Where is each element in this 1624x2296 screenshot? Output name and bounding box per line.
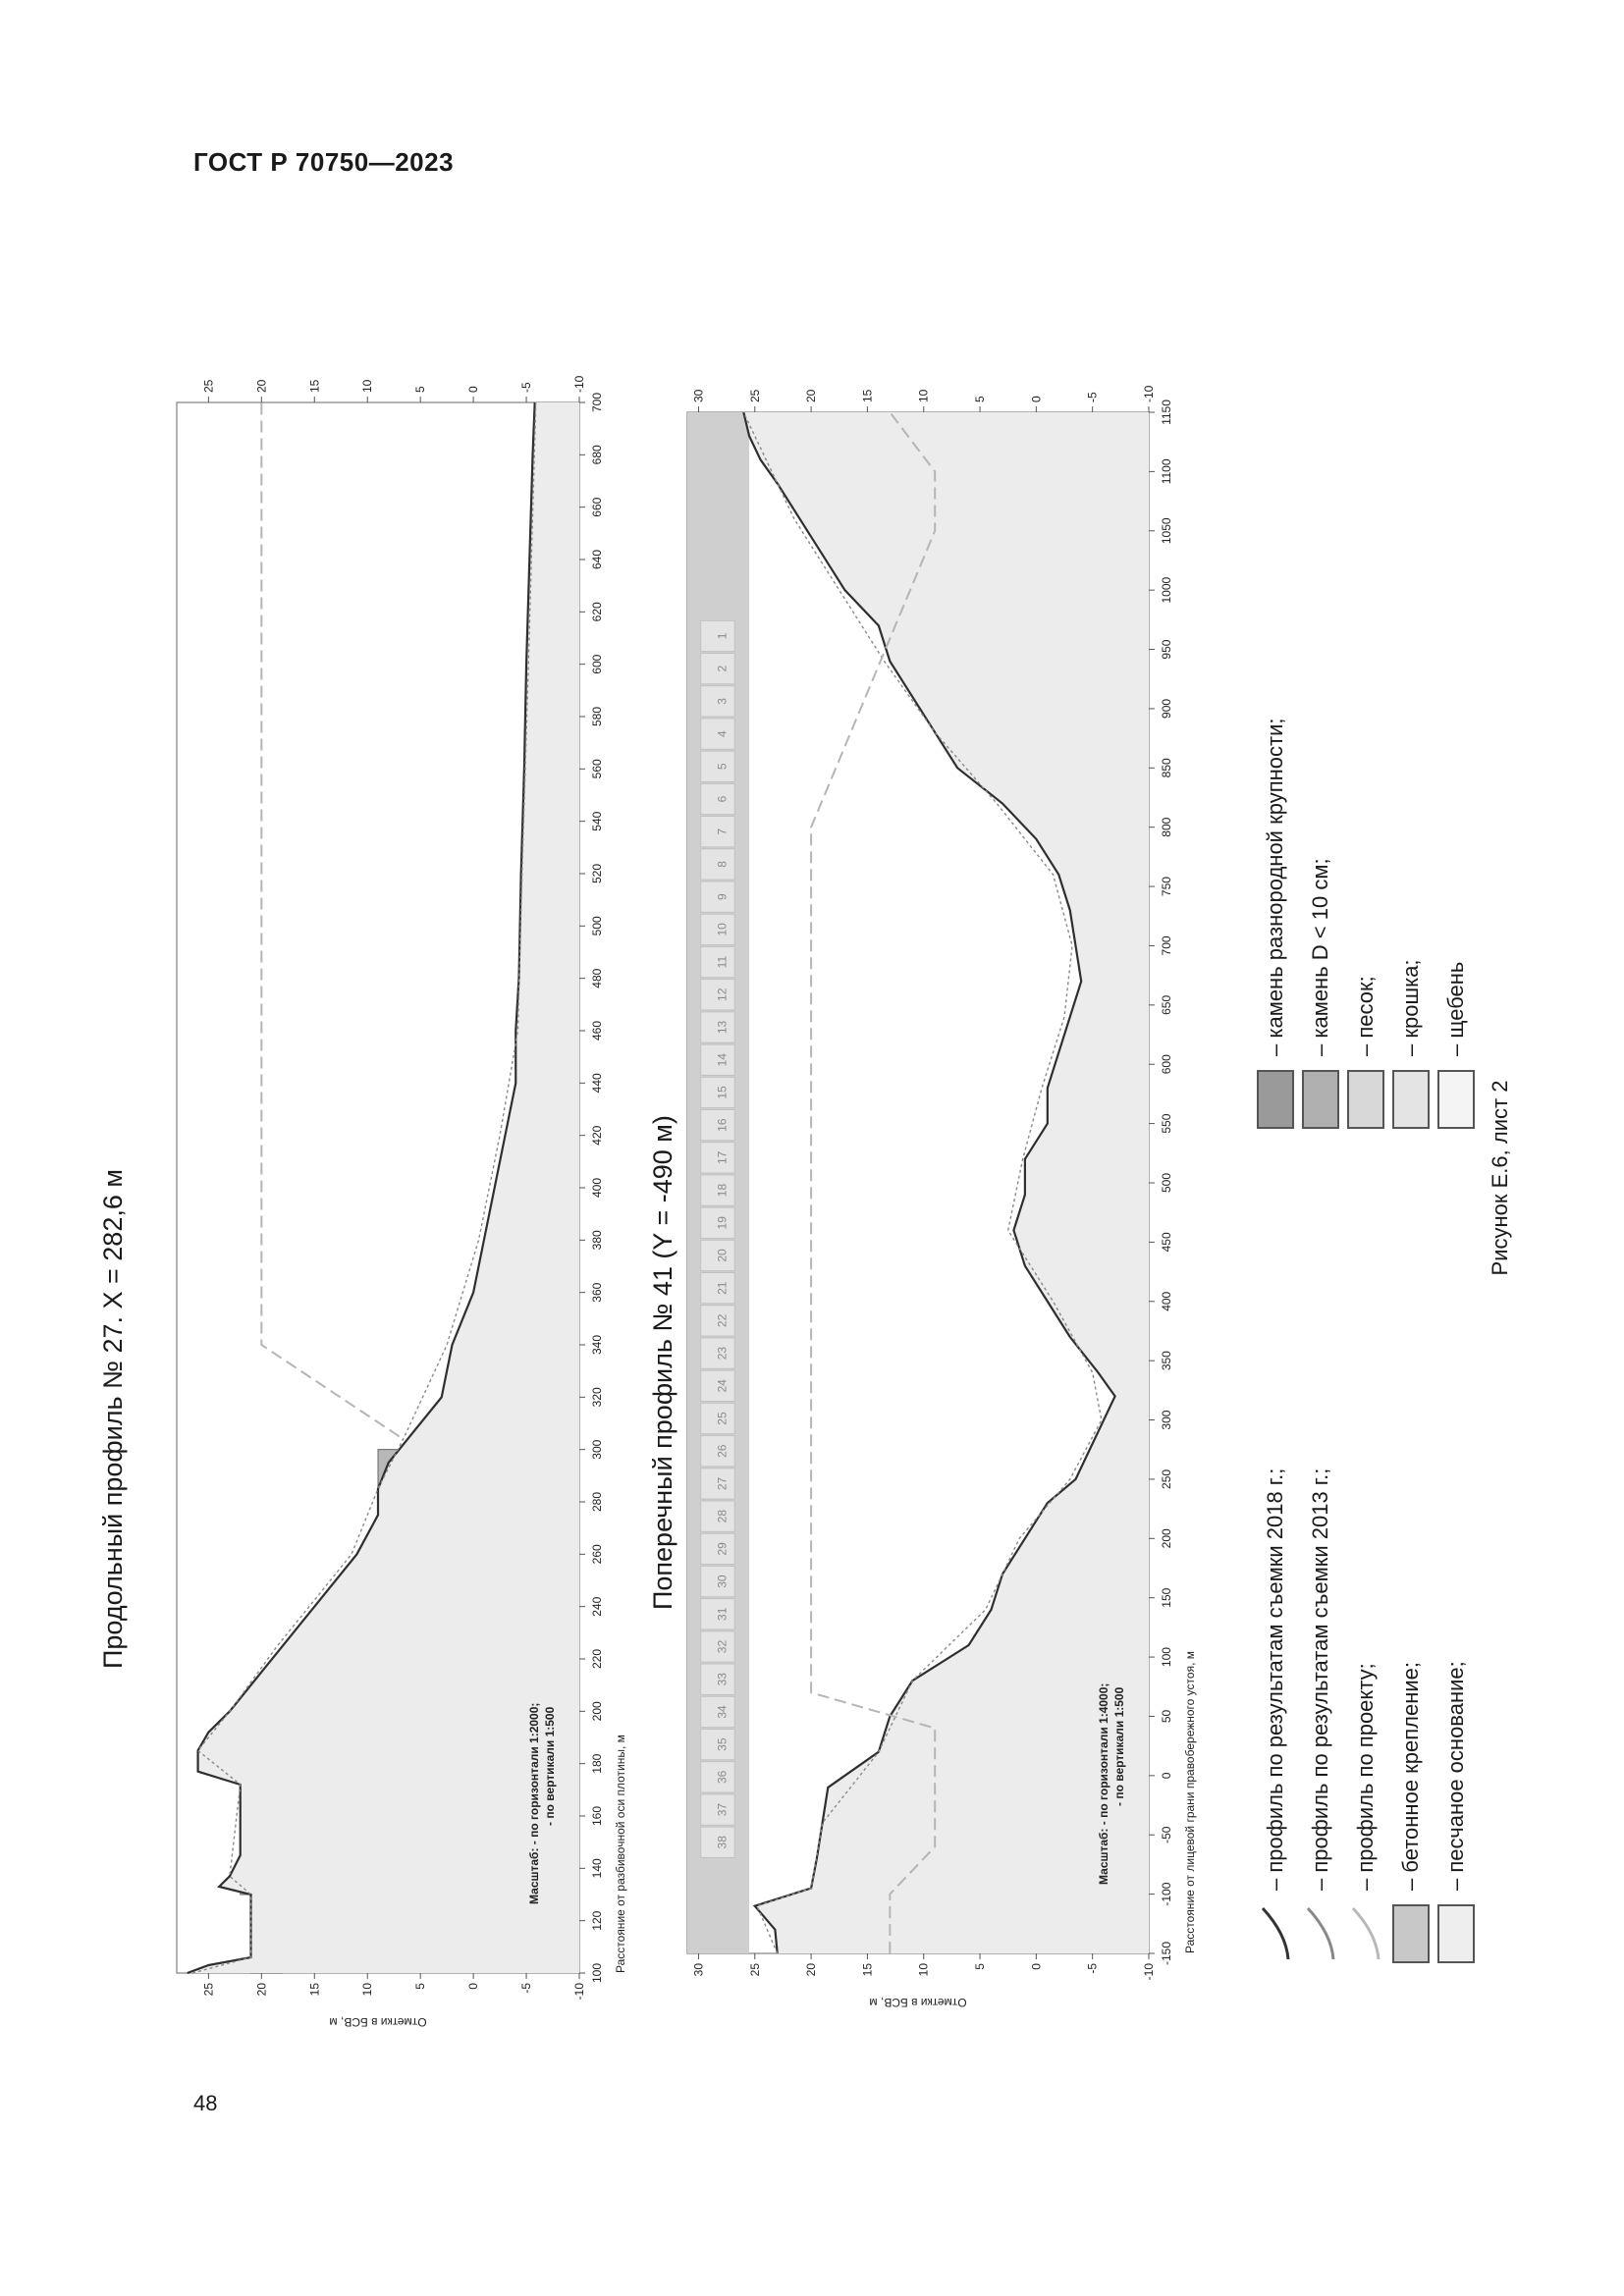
x-tick-label: 50 (1160, 1709, 1173, 1724)
y-tick-label-right: -10 (1142, 385, 1156, 402)
scale-note-line-1: Масштаб: - по горизонтали 1:2000; (527, 1702, 541, 1904)
rotated-figure-area (98, 314, 1512, 2042)
legend-item (1302, 1468, 1339, 1963)
x-tick-label: 440 (590, 1073, 604, 1094)
y-tick-label: 10 (916, 1963, 931, 1977)
pier-label: 30 (715, 1575, 730, 1588)
x-tick-label: 380 (590, 1230, 604, 1251)
legend-swatch (1257, 1070, 1294, 1129)
chart-1-title: Продольный профиль № 27. X = 282,6 м (98, 1169, 128, 1669)
legend-label: – песок; (1353, 976, 1378, 1056)
y-tick-label: 0 (466, 1983, 481, 1990)
y-tick-label: 5 (413, 1983, 428, 1990)
x-tick-label: 140 (590, 1858, 604, 1879)
x-tick-label: 500 (590, 916, 604, 936)
y-tick-label: 10 (360, 1983, 375, 1997)
pier-label: 2 (715, 665, 730, 672)
pier-label: 18 (715, 1183, 730, 1198)
pier-label: 10 (715, 923, 730, 936)
y-tick-label-right: 15 (860, 389, 875, 402)
x-tick-label: -100 (1160, 1882, 1173, 1906)
legend-item (1392, 959, 1430, 1129)
y-axis-label: Отметки в БСВ, м (869, 1996, 967, 2009)
scale-note-line-1: Масштаб: - по горизонтали 1:4000; (1097, 1682, 1110, 1885)
pier-label: 33 (715, 1673, 730, 1686)
pier-label: 7 (715, 828, 730, 835)
page-number: 48 (193, 2091, 218, 2115)
x-tick-label: 680 (590, 445, 604, 465)
x-tick-label: 180 (590, 1753, 604, 1774)
x-axis-label: Расстояние от разбивочной оси плотины, м (614, 1735, 627, 1973)
pier-label: 12 (715, 988, 730, 1001)
legend-item (1437, 962, 1475, 1129)
y-tick-label-right: 25 (201, 379, 216, 393)
x-tick-label: 350 (1160, 1351, 1173, 1371)
y-tick-label: -10 (572, 1983, 586, 2001)
legend-swatch (1302, 1904, 1339, 1963)
pier-label: 27 (715, 1476, 730, 1491)
x-tick-label: 620 (590, 602, 604, 622)
y-tick-label-right: 20 (804, 389, 819, 402)
x-tick-label: 0 (1160, 1772, 1173, 1780)
pier-label: 17 (715, 1150, 730, 1165)
legend-item (1437, 1661, 1475, 1963)
y-tick-label: 0 (1029, 1963, 1044, 1970)
x-tick-label: 660 (590, 497, 604, 517)
x-tick-label: 150 (1160, 1587, 1173, 1608)
y-tick-label: 15 (307, 1983, 322, 1997)
legend-swatch (1302, 1070, 1339, 1129)
figure-caption: Рисунок Е.6, лист 2 (1488, 1080, 1512, 1276)
pier-label: 4 (715, 730, 730, 737)
x-tick-label: 200 (1160, 1528, 1173, 1549)
chart-2-title: Поперечный профиль № 41 (Y = -490 м) (648, 1115, 677, 1610)
pier-label: 13 (715, 1020, 730, 1035)
legend-item (1347, 976, 1384, 1129)
x-tick-label: 320 (590, 1387, 604, 1408)
y-tick-label: -10 (1142, 1963, 1156, 1981)
pier-label: 29 (715, 1542, 730, 1556)
x-tick-label: 520 (590, 863, 604, 884)
y-tick-label: 25 (201, 1983, 216, 1997)
x-tick-label: 160 (590, 1805, 604, 1827)
x-tick-label: 640 (590, 549, 604, 570)
y-axis-label: Отметки в БСВ, м (329, 2015, 427, 2029)
x-tick-label: 650 (1160, 994, 1173, 1015)
pier-label: 16 (715, 1118, 730, 1132)
legend-label: – профиль по проекту; (1353, 1663, 1378, 1891)
pier-label: 3 (715, 698, 730, 705)
legend-label: – песчаное основание; (1443, 1661, 1468, 1891)
document-header: ГОСТ Р 70750—2023 (193, 147, 455, 177)
x-tick-label: 280 (590, 1491, 604, 1513)
x-tick-label: 500 (1160, 1172, 1173, 1194)
legend-label: – камень D < 10 см; (1308, 858, 1332, 1056)
legend-item (1257, 1468, 1294, 1963)
pier-label: 9 (715, 893, 730, 900)
pier-label: 31 (715, 1607, 730, 1621)
x-tick-label: 550 (1160, 1113, 1173, 1134)
y-tick-label: 15 (860, 1963, 875, 1977)
x-tick-label: 750 (1160, 877, 1173, 897)
y-tick-label-right: 10 (360, 379, 375, 393)
chart-longitudinal-profile (137, 314, 648, 2042)
y-tick-label-right: 10 (916, 389, 931, 402)
x-tick-label: 250 (1160, 1468, 1173, 1489)
legend-swatch (1392, 1904, 1430, 1963)
legend (1257, 314, 1483, 2042)
x-tick-label: 1000 (1160, 576, 1173, 604)
x-tick-label: 200 (590, 1701, 604, 1722)
x-tick-label: 100 (1160, 1647, 1173, 1668)
x-tick-label: 300 (590, 1439, 604, 1460)
x-tick-label: 1100 (1160, 458, 1173, 485)
legend-label: – щебень (1443, 961, 1468, 1056)
y-tick-label-right: 0 (1029, 396, 1044, 402)
x-tick-label: 240 (590, 1596, 604, 1617)
legend-swatch (1437, 1070, 1475, 1129)
legend-swatch (1347, 1070, 1384, 1129)
x-tick-label: 700 (590, 392, 604, 413)
y-tick-label-right: 5 (413, 386, 428, 393)
pier-label: 20 (715, 1249, 730, 1262)
x-tick-label: 400 (590, 1177, 604, 1199)
legend-swatch (1437, 1904, 1475, 1963)
pier-label: 32 (715, 1639, 730, 1654)
legend-label: – профиль по результатам съемки 2013 г.; (1308, 1468, 1332, 1891)
pier-label: 25 (715, 1412, 730, 1425)
pier-label: 21 (715, 1281, 730, 1295)
y-tick-label: 5 (973, 1963, 988, 1970)
x-tick-label: 950 (1160, 639, 1173, 660)
pier-label: 35 (715, 1737, 730, 1751)
legend-swatch (1257, 1904, 1294, 1963)
pier-label: 6 (715, 795, 730, 803)
chart-cross-profile (628, 314, 1237, 2042)
legend-item (1302, 858, 1339, 1129)
y-tick-label-right: 30 (691, 389, 706, 402)
y-tick-label-right: 20 (254, 379, 269, 393)
y-tick-label: 20 (804, 1963, 819, 1977)
x-tick-label: 450 (1160, 1232, 1173, 1253)
legend-swatch (1392, 1070, 1430, 1129)
x-tick-label: 400 (1160, 1291, 1173, 1311)
x-tick-label: 460 (590, 1020, 604, 1041)
x-tick-label: 850 (1160, 758, 1173, 778)
legend-label: – профиль по результатам съемки 2018 г.; (1263, 1468, 1287, 1891)
x-tick-label: 120 (590, 1910, 604, 1931)
x-tick-label: 800 (1160, 817, 1173, 837)
x-tick-label: 300 (1160, 1410, 1173, 1430)
y-tick-label-right: 25 (747, 389, 762, 402)
legend-label: – камень разнородной крупности; (1263, 718, 1287, 1056)
y-tick-label-right: 15 (307, 379, 322, 393)
x-tick-label: -50 (1160, 1826, 1173, 1843)
pier-label: 37 (715, 1802, 730, 1817)
pier-label: 34 (715, 1705, 730, 1719)
y-tick-label-right: 0 (466, 386, 481, 393)
x-tick-label: 600 (1160, 1054, 1173, 1075)
x-tick-label: 360 (590, 1282, 604, 1303)
x-tick-label: 700 (1160, 935, 1173, 956)
x-tick-label: 1150 (1160, 400, 1173, 425)
x-axis-label: Расстояние от лицевой грани правобережного устоя, м (1183, 1651, 1197, 1953)
y-tick-label: 30 (691, 1963, 706, 1977)
pier-label: 26 (715, 1444, 730, 1458)
legend-item (1347, 1663, 1384, 1963)
y-tick-label-right: 5 (973, 396, 988, 402)
legend-item (1392, 1662, 1430, 1963)
x-tick-label: 540 (590, 811, 604, 831)
pier-label: 36 (715, 1770, 730, 1785)
pier-label: 5 (715, 763, 730, 771)
y-tick-label-right: -10 (572, 375, 586, 393)
x-tick-label: 480 (590, 968, 604, 988)
x-tick-label: -150 (1160, 1941, 1173, 1966)
x-tick-label: 340 (590, 1334, 604, 1356)
scale-note-line-2: - по вертикали 1:500 (543, 1706, 557, 1826)
pier-label: 19 (715, 1216, 730, 1230)
pier-label: 11 (715, 955, 730, 969)
pier-label: 1 (715, 632, 730, 640)
y-tick-label: 20 (254, 1983, 269, 1997)
pier-label: 22 (715, 1313, 730, 1328)
pier-label: 8 (715, 861, 730, 868)
pier-label: 23 (715, 1346, 730, 1361)
y-tick-label: -5 (519, 1983, 534, 1994)
pier-label: 24 (715, 1379, 730, 1393)
x-tick-label: 580 (590, 706, 604, 727)
legend-label: – крошка; (1398, 959, 1423, 1056)
y-tick-label-right: -5 (1085, 392, 1100, 402)
x-tick-label: 100 (590, 1962, 604, 1984)
x-tick-label: 220 (590, 1648, 604, 1670)
pier-label: 38 (715, 1836, 730, 1849)
x-tick-label: 260 (590, 1544, 604, 1565)
y-tick-label: -5 (1085, 1963, 1100, 1974)
pier-label: 15 (715, 1086, 730, 1099)
legend-item (1257, 719, 1294, 1129)
x-tick-label: 1050 (1160, 517, 1173, 545)
pier-label: 14 (715, 1053, 730, 1067)
legend-swatch (1347, 1904, 1384, 1963)
y-tick-label-right: -5 (519, 382, 534, 393)
x-tick-label: 900 (1160, 698, 1173, 719)
x-tick-label: 600 (590, 654, 604, 674)
x-tick-label: 420 (590, 1125, 604, 1146)
legend-label: – бетонное крепление; (1398, 1661, 1423, 1891)
scale-note-line-2: - по вертикали 1:500 (1112, 1686, 1126, 1806)
x-tick-label: 560 (590, 759, 604, 779)
y-tick-label: 25 (747, 1963, 762, 1977)
pier-label: 28 (715, 1509, 730, 1523)
